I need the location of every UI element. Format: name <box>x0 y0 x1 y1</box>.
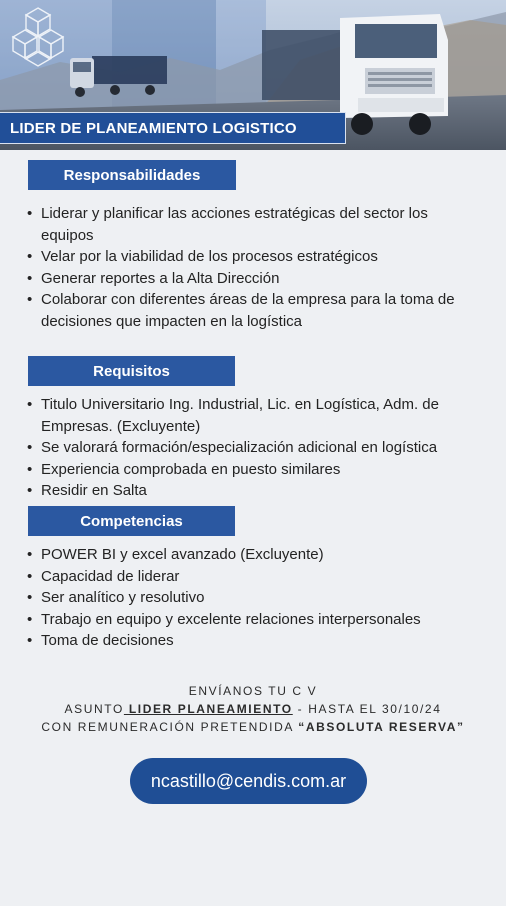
salary-note: “ABSOLUTA RESERVA” <box>298 720 465 734</box>
list-item: • Generar reportes a la Alta Dirección <box>24 268 484 290</box>
list-item: • Experiencia comprobada en puesto similares <box>24 459 484 481</box>
section-heading-requisitos: Requisitos <box>28 356 235 386</box>
job-title: LIDER DE PLANEAMIENTO LOGISTICO <box>10 119 297 137</box>
deadline-text: - HASTA EL 30/10/24 <box>292 702 442 716</box>
send-cv-line: ENVÍANOS TU C V <box>188 684 318 698</box>
salary-prefix: CON REMUNERACIÓN PRETENDIDA <box>41 720 299 734</box>
list-item: • Titulo Universitario Ing. Industrial, Lic. en Logística, Adm. de Empresas. (Excluyente) <box>24 394 484 437</box>
list-item: • Capacidad de liderar <box>24 566 484 588</box>
list-item: • Toma de decisiones <box>24 630 484 652</box>
list-item: • Colaborar con diferentes áreas de la empresa para la toma de decisiones que impacten en la logística <box>24 289 484 332</box>
subject-line <box>0 700 506 718</box>
requisitos-list <box>24 394 484 502</box>
list-item: • Se valorará formación/especialización adicional en logística <box>24 437 484 459</box>
email-contact-button[interactable]: ncastillo@cendis.com.ar <box>130 758 367 804</box>
list-item: • Trabajo en equipo y excelente relaciones interpersonales <box>24 609 484 631</box>
list-item: • Velar por la viabilidad de los procesos estratégicos <box>24 246 484 268</box>
responsabilidades-list <box>24 203 484 332</box>
list-item: • POWER BI y excel avanzado (Excluyente) <box>24 544 484 566</box>
list-item: • Liderar y planificar las acciones estratégicas del sector los equipos <box>24 203 484 246</box>
header-banner <box>0 0 506 150</box>
cube-grid-icon <box>10 6 66 68</box>
competencias-list <box>24 544 484 652</box>
job-title-banner <box>0 112 346 144</box>
subject-title: LIDER PLANEAMIENTO <box>123 702 293 716</box>
salary-line <box>0 718 506 736</box>
section-heading-responsabilidades: Responsabilidades <box>28 160 236 190</box>
section-heading-competencias: Competencias <box>28 506 235 536</box>
application-instructions <box>0 682 506 736</box>
list-item: • Ser analítico y resolutivo <box>24 587 484 609</box>
subject-prefix: ASUNTO <box>64 702 124 716</box>
list-item: • Residir en Salta <box>24 480 484 502</box>
